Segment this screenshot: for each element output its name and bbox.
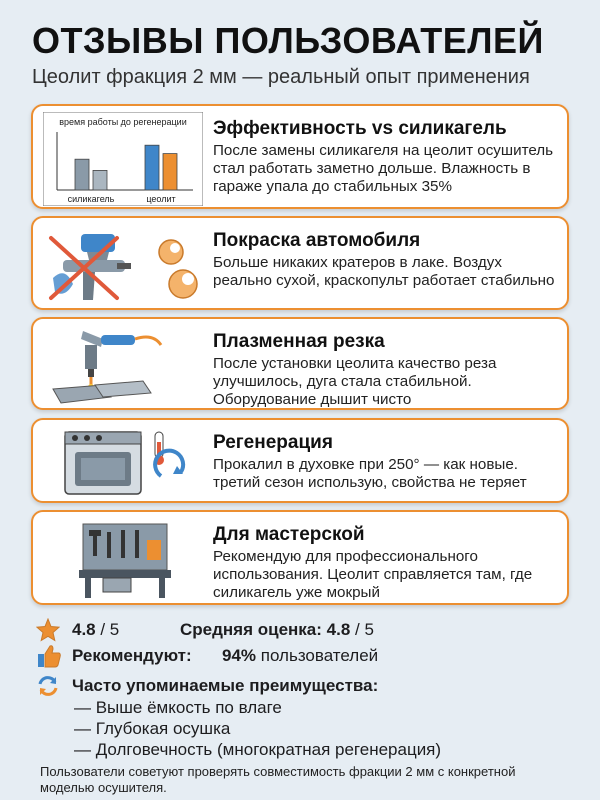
average-rating-row [180,620,374,640]
review-card-painting [31,216,569,310]
page-subtitle: Цеолит фракция 2 мм — реальный опыт применения [32,66,530,88]
average-label: Средняя оценка: [180,620,322,639]
recommend-label: Рекомендуют: [72,646,192,665]
benefits-list [74,697,441,760]
list-item: — Выше ёмкость по влаге [74,698,282,717]
average-value: 4.8 [326,620,351,639]
recommend-row [72,646,192,666]
review-card-plasma [31,317,569,410]
average-scale: / 5 [350,620,374,639]
benefits-label: Часто упоминаемые преимущества: [72,676,379,695]
oven-icon [43,428,207,500]
chart-bar [163,154,177,190]
chart-bar [93,170,107,190]
page-title: ОТЗЫВЫ ПОЛЬЗОВАТЕЛЕЙ [32,20,544,61]
card-title: Покраска автомобиля [213,230,421,251]
review-card-regeneration [31,418,569,503]
review-card-efficiency [31,104,569,209]
footer-note: Пользователи советуют проверять совместимость фракции 2 мм с конкретной моделью осушителя. [40,764,516,795]
card-title: Эффективность vs силикагель [213,118,507,139]
card-title: Для мастерской [213,524,365,545]
list-item: — Глубокая осушка [74,719,231,738]
chart-tick-label: силикагель [67,194,115,204]
chart-title: время работы до регенерации [59,117,187,127]
card-title: Плазменная резка [213,331,385,352]
rating-scale: / 5 [95,620,120,639]
rating-row [72,620,119,640]
chart-bar [75,159,89,190]
list-item: — Долговечность (многократная регенерация) [74,740,442,759]
chart-tick-label: цеолит [146,194,176,204]
card-text: После замены силикагеля на цеолит осушитель стал работать заметно дольше. Влажность в гараже упала до стабильных 35% [213,142,554,195]
star-icon [36,618,60,642]
review-card-workshop [31,510,569,605]
efficiency-chart [43,112,207,206]
card-text: Рекомендую для профессионального использования. Цеолит справляется там, где силикагель уже мокрый [213,548,533,601]
card-text: Прокалил в духовке при 250° — как новые. третий сезон использую, свойства не теряет [213,456,527,491]
recommend-suffix: пользователей [256,646,379,665]
chart-bar [145,145,159,190]
rating-value: 4.8 [72,620,96,639]
recommend-value: 94% [222,646,257,665]
card-text: После установки цеолита качество реза улучшилось, дуга стала стабильной. Оборудование дышит чисто [213,355,497,408]
spray-gun-icon [43,226,207,304]
plasma-torch-icon [43,327,207,405]
thumbs-up-icon [36,643,62,669]
recommend-value-row [222,646,378,666]
refresh-icon [36,674,60,698]
card-text: Больше никаких кратеров в лаке. Воздух реально сухой, краскопульт работает стабильно [213,254,555,289]
workbench-icon [43,520,207,600]
card-title: Регенерация [213,432,333,453]
